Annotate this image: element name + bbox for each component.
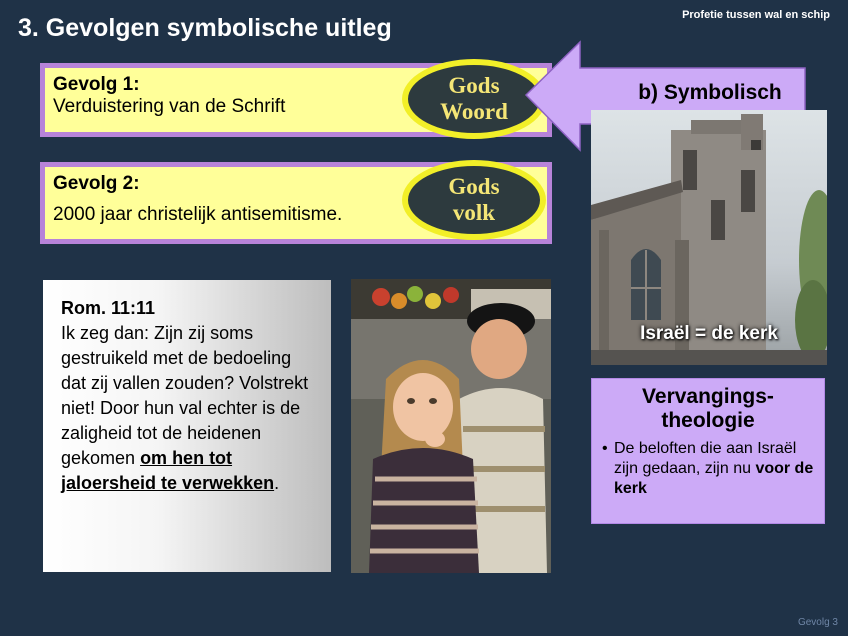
- children-illustration: [351, 279, 551, 573]
- romans-quote: [61, 321, 317, 496]
- bullet-emphasis: voor de kerk: [614, 460, 814, 497]
- slide-title: 3. Gevolgen symbolische uitleg: [18, 14, 392, 42]
- gevolg-1-heading: Gevolg 1:: [53, 74, 140, 95]
- theology-bullet: [614, 439, 816, 499]
- presentation-title: Profetie tussen wal en schip: [682, 9, 830, 21]
- theology-title-line-1: Vervangings-: [642, 385, 774, 408]
- gevolg-2-text: 2000 jaar christelijk antisemitisme.: [53, 204, 343, 225]
- quote-end: .: [274, 473, 280, 493]
- quote-text: Ik zeg dan: Zijn zij soms gestruikeld met de bedoeling dat zij vallen zouden? Volstrekt niet! Door hun val echter is de zaligheid tot de heidenen gekomen: [61, 323, 309, 468]
- oval-2-line-1: Gods: [448, 174, 500, 199]
- oval-2-line-2: volk: [452, 200, 496, 225]
- romans-quote-box: [43, 280, 331, 572]
- theology-bullets: [600, 439, 816, 499]
- gods-volk-oval: [402, 160, 546, 240]
- footer-label: Gevolg 3: [797, 617, 838, 628]
- symbolisch-label: b) Symbolisch: [638, 81, 782, 104]
- oval-1-line-1: Gods: [448, 73, 500, 98]
- children-photo: [351, 279, 551, 573]
- romans-reference: Rom. 11:11: [61, 298, 156, 318]
- theology-title-line-2: theologie: [661, 409, 755, 432]
- bullet-text: De beloften die aan Israël zijn gedaan, zijn nu: [614, 440, 797, 477]
- oval-1-line-2: Woord: [440, 99, 508, 124]
- gevolg-2-heading: Gevolg 2:: [53, 173, 140, 194]
- gevolg-1-text: Verduistering van de Schrift: [53, 96, 286, 117]
- vervangingstheologie-box: [591, 378, 825, 524]
- israel-kerk-caption: Israël = de kerk: [640, 323, 778, 344]
- theology-title: [600, 385, 816, 433]
- quote-underlined: om hen tot jaloersheid te verwekken: [61, 448, 275, 493]
